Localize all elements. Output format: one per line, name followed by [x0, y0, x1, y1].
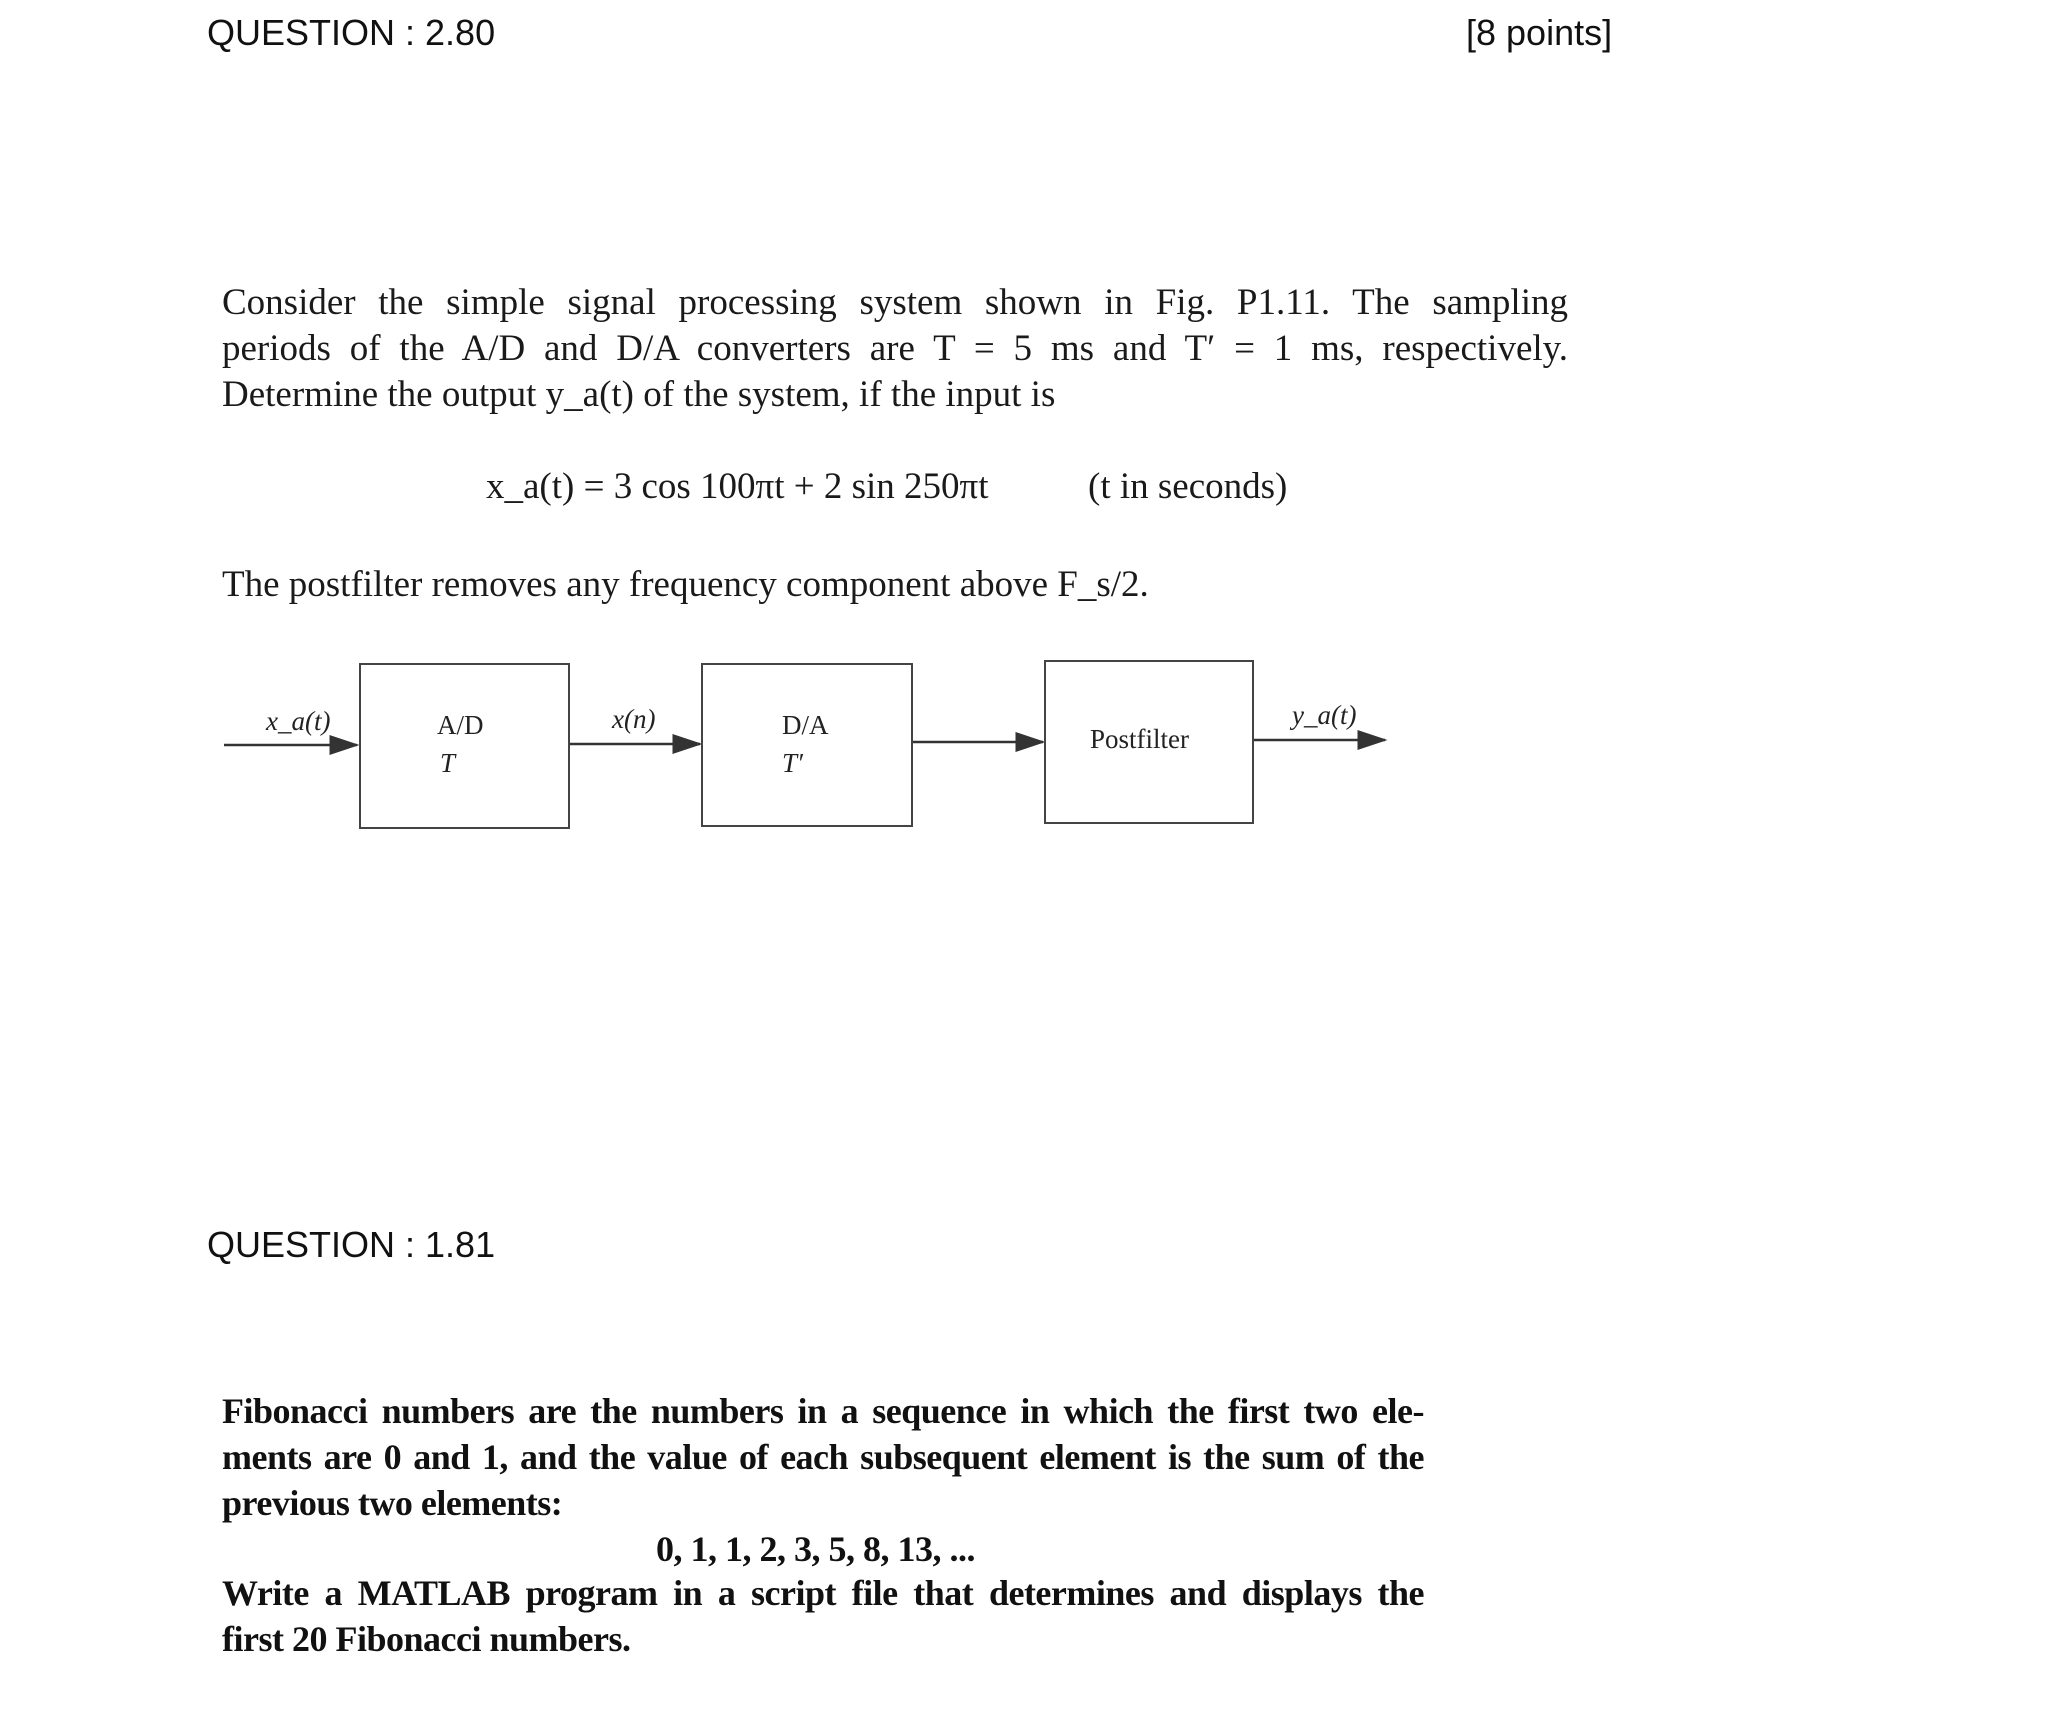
paragraph-line: Consider the simple signal processing system shown in Fig. P1.11. The sampling — [222, 282, 1568, 323]
da-converter-block — [701, 663, 913, 827]
question-1-81-title: QUESTION : 1.81 — [207, 1224, 496, 1265]
ad-period-label: T — [440, 748, 456, 778]
points-label: [8 points] — [1466, 12, 1613, 53]
paragraph-line: previous two elements: — [222, 1483, 563, 1523]
ad-label: A/D — [437, 710, 484, 740]
input-signal-label: x_a(t) — [266, 706, 331, 736]
question-2-80-title: QUESTION : 2.80 — [207, 12, 496, 53]
paragraph-line: Write a MATLAB program in a script file that determines and displays the — [222, 1573, 1424, 1613]
output-signal-label: y_a(t) — [1292, 700, 1357, 730]
ad-converter-block — [359, 663, 570, 829]
task-paragraph — [222, 1570, 1424, 1662]
fibonacci-sequence: 0, 1, 1, 2, 3, 5, 8, 13, ... — [656, 1529, 975, 1569]
fibonacci-paragraph — [222, 1388, 1424, 1526]
postfilter-label: Postfilter — [1090, 724, 1189, 754]
paragraph-line: first 20 Fibonacci numbers. — [222, 1619, 631, 1659]
paragraph-line: periods of the A/D and D/A converters are T = 5 ms and T′ = 1 ms, respectively. — [222, 328, 1568, 369]
input-equation: x_a(t) = 3 cos 100πt + 2 sin 250πt — [486, 466, 989, 507]
da-label: D/A — [782, 710, 829, 740]
da-period-label: T′ — [782, 748, 803, 778]
equation-note: (t in seconds) — [1088, 466, 1288, 507]
postfilter-note: The postfilter removes any frequency component above F_s/2. — [222, 564, 1149, 605]
paragraph-line: Determine the output y_a(t) of the system, if the input is — [222, 374, 1056, 415]
sampled-signal-label: x(n) — [612, 704, 656, 734]
paragraph-line: Fibonacci numbers are the numbers in a sequence in which the first two ele- — [222, 1391, 1424, 1431]
paragraph-line: ments are 0 and 1, and the value of each subsequent element is the sum of the — [222, 1437, 1424, 1477]
